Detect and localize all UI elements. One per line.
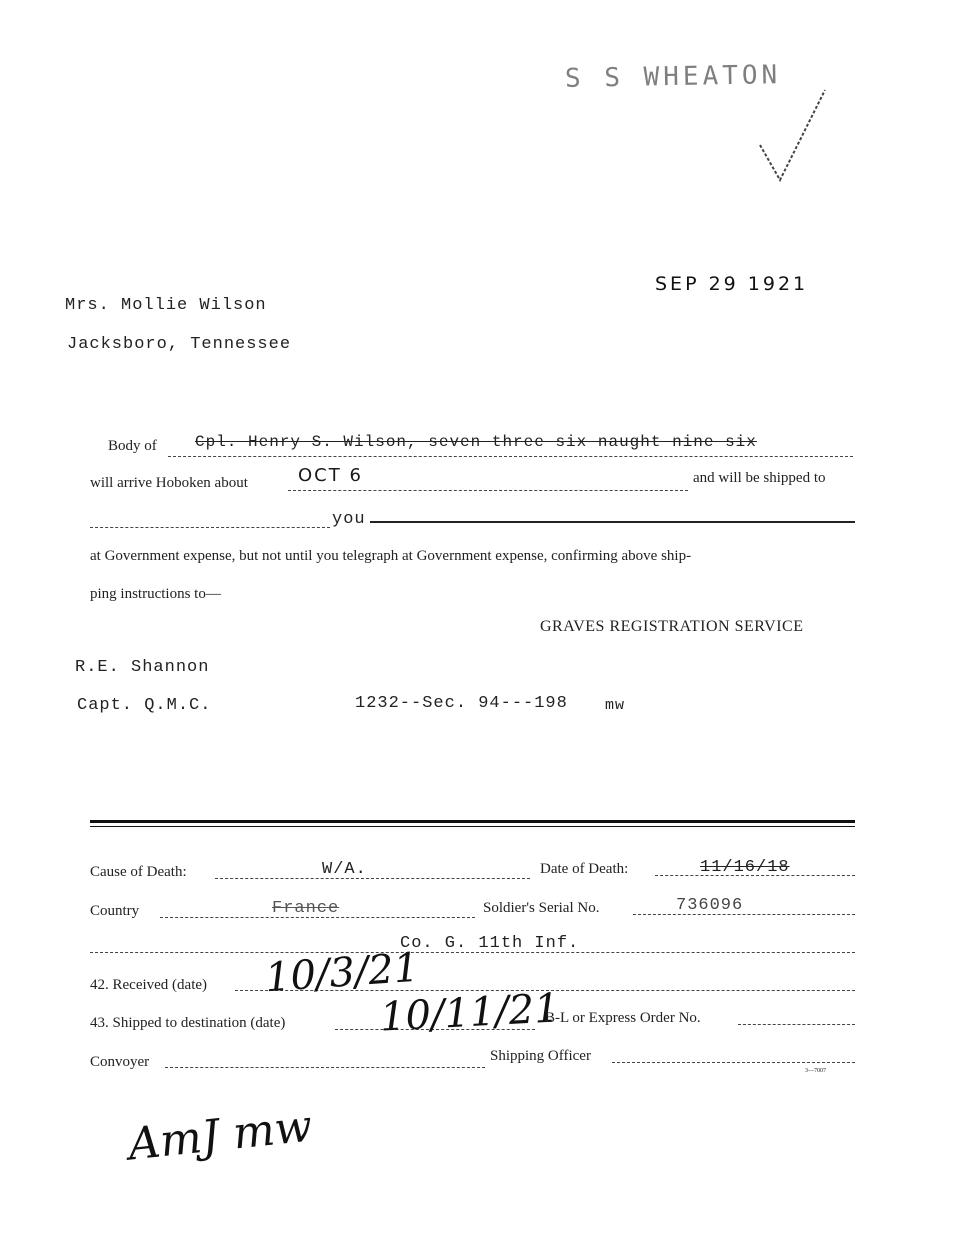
divider-rule-top <box>90 820 855 823</box>
ship-name-stamp: S S WHEATON <box>564 60 782 94</box>
label-shipped-destination: 43. Shipped to destination (date) <box>90 1015 286 1031</box>
received-date-handwritten: 10/3/21 <box>263 944 421 1002</box>
label-serial-no: Soldier's Serial No. <box>483 900 600 916</box>
form-number: 3—7007 <box>805 1068 826 1074</box>
label-received-date: 42. Received (date) <box>90 977 208 993</box>
recipient-name: Mrs. Mollie Wilson <box>65 296 267 315</box>
label-body-of: Body of <box>108 438 157 454</box>
arrival-date: OCT 6 <box>298 465 363 486</box>
shipped-date-handwritten: 10/11/21 <box>378 985 561 1041</box>
country-value: France <box>272 899 340 918</box>
handwritten-initials: AmJ mw <box>125 1100 315 1171</box>
divider-rule-bottom <box>90 826 855 827</box>
signer-title: Capt. Q.M.C. <box>77 696 212 715</box>
date-of-death-value: 11/16/18 <box>700 858 790 877</box>
unit-value: Co. G. 11th Inf. <box>400 934 580 953</box>
deceased-name: Cpl. Henry S. Wilson, seven three six naught nine six <box>195 433 757 451</box>
date-received-stamp: SEP 29 1921 <box>655 273 809 295</box>
signer-name: R.E. Shannon <box>75 658 210 677</box>
label-shipped-to: and will be shipped to <box>693 470 826 486</box>
label-bl-express-order: B-L or Express Order No. <box>545 1010 701 1026</box>
label-arrive-hoboken: will arrive Hoboken about <box>90 475 248 491</box>
label-date-of-death: Date of Death: <box>540 861 629 877</box>
instructions-text: ping instructions to— <box>90 586 221 602</box>
serial-number-value: 736096 <box>676 896 744 915</box>
label-convoyer: Convoyer <box>90 1054 150 1070</box>
typist-initials: mw <box>605 697 626 714</box>
check-mark <box>750 85 840 195</box>
label-country: Country <box>90 903 140 919</box>
expense-text: at Government expense, but not until you telegraph at Government expense, confirming above ship- <box>90 548 692 564</box>
recipient-address: Jacksboro, Tennessee <box>67 335 292 354</box>
label-cause-of-death: Cause of Death: <box>90 864 187 880</box>
reference-number: 1232--Sec. 94---198 <box>355 694 568 713</box>
graves-registration-service: GRAVES REGISTRATION SERVICE <box>540 618 804 635</box>
cause-of-death-value: W/A. <box>322 860 367 879</box>
label-shipping-officer: Shipping Officer <box>490 1048 591 1064</box>
shipped-to-value: you <box>332 510 366 529</box>
